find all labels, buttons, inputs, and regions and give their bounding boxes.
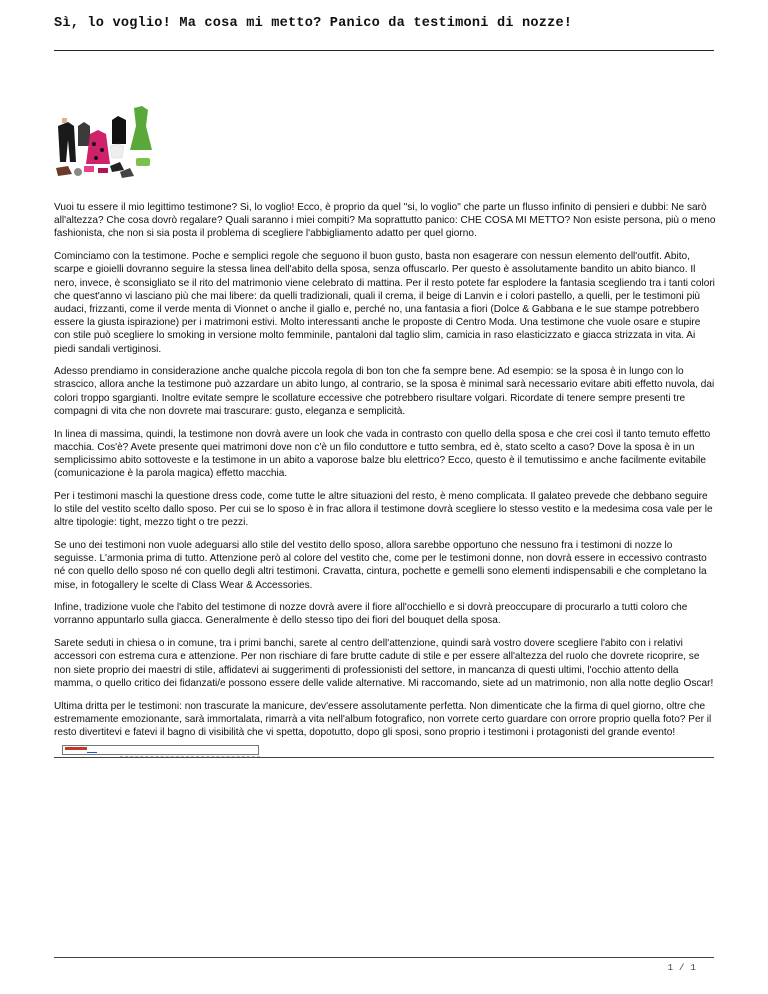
hero-image — [54, 104, 154, 182]
page-indicator: 1 / 1 — [667, 962, 696, 973]
widget-link[interactable] — [87, 752, 97, 753]
document-title: Sì, lo voglio! Ma cosa mi metto? Panico da testimoni di nozze! — [54, 16, 573, 31]
article-paragraph: Per i testimoni maschi la questione dress code, come tutte le altre situazioni del resto, è meno complicata. Il galateo prevede che debbano seguire lo stile del vestito scelto dallo sposo. Per cui se lo sposo è in frac allora il testimone dovrà scegliere lo stesso vestito e la medesima cosa vale per le altre tipologie: tight, mezzo tight o tre pezzi. — [54, 490, 713, 529]
widget-tag — [65, 747, 87, 750]
article-paragraph: Ultima dritta per le testimoni: non trascurate la manicure, dev'essere assolutamente perfetta. Non dimenticate che la firma di quel giorno, oltre che estremamente emozionante, sarà immortalata, rimarrà a vita nell'album fotografico, non vorrete certo guardare con orrore proprio quella foto? Per il resto divertitevi e fatevi il bagno di visibilità che vi spetta, dopotutto, dopo gli sposi, sono proprio i testimoni i protagonisti del grande evento! — [54, 700, 712, 738]
article-paragraph: Adesso prendiamo in considerazione anche qualche piccola regola di bon ton che fa sempre bene. Ad esempio: se la sposa è in lungo con lo strascico, allora anche la testimone può azzardare un abito lungo, al contrario, se la sposa è minimal sarà necessario evitare abiti effetto nuvola, dai colori troppo sgargianti. Inoltre evitate sempre le scollature eccessive che potrebbero risultare volgari. Ricordate di tenere sempre presenti tre compagni di vita che non dovrete mai trascurare: gusto, eleganza e semplicità. — [54, 366, 715, 417]
fashion-collage — [54, 104, 154, 182]
article-paragraph: Infine, tradizione vuole che l'abito del testimone di nozze dovrà avere il fiore all'occhiello e si dovrà preoccupare di procurarlo a tutti coloro che vorranno appuntarlo sulla giacca. Generalmente è dello stesso tipo dei fiori del bouquet della sposa. — [54, 602, 688, 627]
article-paragraph: Cominciamo con la testimone. Poche e semplici regole che seguono il buon gusto, basta non esagerare con nessun elemento dell'outfit. Abito, scarpe e gioielli dovranno seguire la stessa linea dell'abito della sposa, senza offuscarlo. Per questo è assolutamente bandito un abito bianco. Il nero, invece, è sconsigliato se il rito del matrimonio viene celebrato di mattina. Per il resto potete far esplodere la fantasia scegliendo tra i tanti colori che quest'anno vi lasciano più che mai libere: da quelli tradizionali, quali il crema, il beige di Lanvin e i colori pastello, a quelli, per le testimoni più audaci, frizzanti, come il verde menta di Vionnet o anche il giallo e, perché no, una fantasia a fiori (Dolce & Gabbana e le sue stampe potrebbero essere la giusta ispirazione) per i matrimoni estivi. Molto interessanti anche le proposte di Centro Moda. Una testimone che vuole osare e stupire con stile può scegliere lo smoking in versione molto femminile, pantaloni dal taglio slim, camicia in raso elasticizzato e giacca strizzata in vita. Ai piedi sandali vertiginosi. — [54, 251, 715, 355]
mini-widget — [62, 745, 259, 755]
article-paragraph: Se uno dei testimoni non vuole adeguarsi allo stile del vestito dello sposo, allora sarebbe opportuno che nessuno fra i testimoni di nozze lo seguisse. L'armonia prima di tutto. Attenzione però al colore del vestito che, come per le testimoni donne, non dovrà essere in eccessivo contrasto né con quello dello sposo né con quello degli altri testimoni. Cravatta, cintura, pochette e gemelli sono elementi indispensabili e che completano la mise, in fotogallery le scelte di Class Wear & Accessories. — [54, 539, 707, 591]
article-paragraph: In linea di massima, quindi, la testimone non dovrà avere un look che vada in contrasto con quello della sposa e che crei così il tanto temuto effetto macchia. Cos'è? Avete presente quei matrimoni dove non c'è un filo conduttore e tutto sembra, ed è, stato scelto a caso? Dove la sposa è in un semplicissimo abito sottoveste e la testimone in un abito a vaporose balze blu elettrico? Ecco, questo è il temutissimo e anche facilmente evitabile (comunicazione è la parola magica) effetto macchia. — [54, 428, 711, 480]
content-end-rule — [54, 757, 714, 758]
header-rule — [54, 50, 714, 51]
article-paragraph: Vuoi tu essere il mio legittimo testimone? Si, lo voglio! Ecco, è proprio da quel "si, lo voglio" che parte un flusso infinito di pensieri e dubbi: Ne sarò all'altezza? Che cosa dovrò regalare? Quali saranno i miei compiti? Ma soprattutto panico: CHE COSA MI METTO? Non esiste persona, più o meno fashionista, che non si sia posta il problema di scegliere l'abbigliamento adatto per quel giorno. — [54, 202, 716, 240]
footer-rule — [54, 957, 714, 958]
article-paragraph: Sarete seduti in chiesa o in comune, tra i primi banchi, sarete al centro dell'attenzione, quindi sarà vostro dovere scegliere l'abito con i relativi accessori con estrema cura e attenzione. Per non rischiare di fare brutte cadute di stile e per essere all'altezza del ruolo che dovrete ricoprire, se non siete proprio dei maestri di stile, affidatevi ai suggerimenti di professionisti del settore, in mancanza di questi ultimi, l'occhio attento della mamma, o quello critico dei fidanzati/e possono essere delle valide alternative. Mi raccomando, siete ad un matrimonio, non alla notte deglio Oscar! — [54, 638, 714, 689]
article-body — [54, 201, 716, 749]
